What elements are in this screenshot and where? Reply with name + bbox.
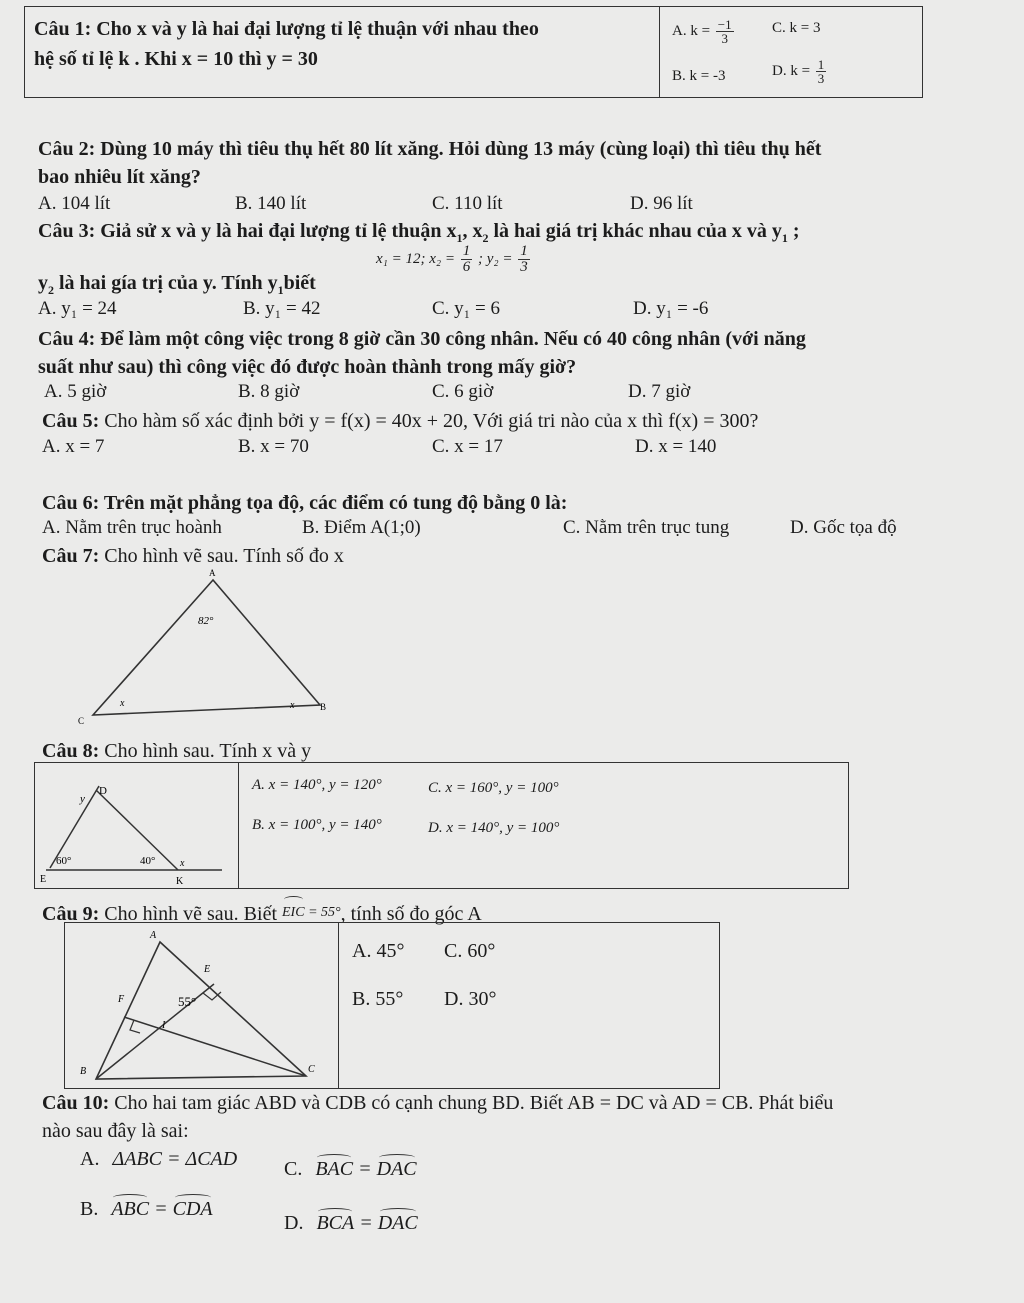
option-d-denominator: 3 [817,71,825,86]
question-7-text: Cho hình vẽ sau. Tính số đo x [99,545,344,567]
question-2-option-c: C. 110 lít [432,193,503,214]
question-9-option-c: C. 60° [444,940,496,962]
frac-2-den: 3 [520,259,528,275]
question-8-label: Câu 8: [42,740,100,762]
question-3-y: y [38,272,48,294]
question-3-option-d: D. y₁ = -6 [633,298,709,319]
option-a-label: A. [80,1148,100,1170]
question-5-option-d: D. x = 140 [635,436,717,457]
frac-1-num: 1 [462,243,471,259]
vertex-a2-label: A [150,930,157,941]
question-9-text-2: , tính số đo góc A [340,903,482,925]
question-6-option-b: B. Điểm A(1;0) [302,517,421,538]
vertex-b2-label: B [80,1066,87,1077]
question-3-given [376,244,532,275]
question-8-option-c: C. x = 160°, y = 100° [428,780,559,796]
equals-d: = [354,1212,378,1234]
question-4-option-a: A. 5 giờ [44,381,107,402]
vertex-f-label: F [118,994,125,1005]
vertex-c2-label: C [308,1064,315,1075]
triangle-abc [93,580,320,715]
question-5-line [42,408,758,434]
option-a-label: A. k = [672,22,711,39]
option-a-denominator: 3 [721,31,728,46]
angle-eic-value: = 55° [304,905,341,920]
subscript-2b: 2 [48,283,54,297]
option-c-label: C. [284,1158,303,1180]
option-a-numerator: −1 [717,17,732,32]
question-9-figure [66,924,336,1087]
question-3-text-b: , x [462,220,483,242]
question-3-option-b: B. y₁ = 42 [243,298,321,319]
vertex-a-label: A [209,568,216,578]
option-d-label: D. k = [772,62,811,79]
question-10-option-c [284,1158,417,1181]
given-fraction-2 [518,244,530,275]
option-a-fraction [716,18,734,45]
question-9-given-angle [282,905,341,920]
angle-y-label: y [80,793,85,805]
question-3-text-f: biết [283,272,316,294]
question-5-text: Cho hàm số xác định bởi y = f(x) = 40x + 20, Với giá tri nào của x thì f(x) = 300? [99,410,759,432]
question-10-option-d [284,1212,418,1235]
question-8-option-d: D. x = 140°, y = 100° [428,820,560,836]
question-6-line-1: Câu 6: Trên mặt phẳng tọa độ, các điểm có tung độ bằng 0 là: [42,492,568,514]
angle-x-c-label: x [120,698,125,709]
question-10-text: Cho hai tam giác ABD và CDB có cạnh chung BD. Biết AB = DC và AD = CB. Phát biểu [109,1092,834,1114]
question-1-option-b: B. k = -3 [672,68,726,84]
angle-bac: BAC [315,1158,354,1180]
equals-c: = [353,1158,377,1180]
question-9-option-b: B. 55° [352,988,404,1010]
question-5-option-b: B. x = 70 [238,436,309,457]
altitude-cf [124,1017,306,1076]
vertex-c-label: C [78,716,85,726]
triangle-abc-2 [96,942,306,1079]
question-2-line-1: Câu 2: Dùng 10 máy thì tiêu thụ hết 80 lít xăng. Hỏi dùng 13 máy (cùng loại) thì tiêu thụ hết [38,138,822,160]
angle-dac-2: DAC [377,1212,418,1234]
question-4-option-d: D. 7 giờ [628,381,691,402]
angle-x-label: x [180,858,185,869]
question-5-option-a: A. x = 7 [42,436,105,457]
question-10-option-a [80,1148,237,1171]
angle-abc: ABC [111,1198,150,1220]
frac-2-num: 1 [520,243,528,259]
vertex-i-label: I [162,1020,166,1031]
option-d-fraction [816,58,827,85]
question-6-option-c: C. Nằm trên trục tung [563,517,730,538]
question-8-option-b: B. x = 100°, y = 140° [252,817,382,833]
question-9-text-1: Cho hình vẽ sau. Biết [99,903,282,925]
vertex-e-label: E [204,964,211,975]
question-4-option-b: B. 8 giờ [238,381,300,402]
angle-55-label: 55° [178,994,197,1009]
question-3-text-c: là hai giá trị khác nhau của x và y [488,220,782,242]
question-6-option-a: A. Nằm trên trục hoành [42,517,222,538]
question-1-label: Câu 1: [34,18,92,40]
question-1-line-2: hệ số tỉ lệ k . Khi x = 10 thì y = 30 [34,48,318,70]
question-3-text-e: là hai gía trị của y. Tính y [54,272,278,294]
subscript-1: 1 [456,231,463,245]
option-d-expr [316,1212,417,1234]
question-1-line-1 [34,16,539,42]
question-5-label: Câu 5: [42,410,100,432]
question-6-option-d: D. Gốc tọa độ [790,517,897,538]
question-7-label: Câu 7: [42,545,100,567]
option-a-expr: ΔABC = ΔCAD [112,1148,238,1170]
question-8-divider [238,762,239,889]
question-8-option-a: A. x = 140°, y = 120° [252,777,382,793]
question-7-figure [60,566,350,736]
vertex-d-label: D [99,785,107,797]
question-3-text-d: ; [787,220,800,242]
vertex-k-label: K [176,876,184,886]
given-x: x₁ = 12; x₂ = [376,250,455,267]
altitude-be [96,984,214,1079]
subscript-1c: 1 [277,283,284,297]
question-2-option-b: B. 140 lít [235,193,307,214]
question-1-option-d [772,58,828,85]
option-d-numerator: 1 [817,57,825,72]
angle-x-b-label: x [290,700,295,711]
angle-cda: CDA [172,1198,213,1220]
angle-dac: DAC [376,1158,417,1180]
question-1-option-c: C. k = 3 [772,20,821,36]
subscript-2: 2 [482,231,489,245]
question-4-line-1: Câu 4: Để làm một công việc trong 8 giờ cần 30 công nhân. Nếu có 40 công nhân (với năng [38,328,806,350]
vertex-e-label: E [40,874,47,885]
question-10-option-b [80,1198,213,1221]
equals-b: = [149,1198,173,1220]
subscript-1b: 1 [781,231,788,245]
question-1-text: Cho x và y là hai đại lượng tỉ lệ thuận với nhau theo [96,18,539,40]
question-10-line-2: nào sau đây là sai: [42,1120,189,1142]
question-4-option-c: C. 6 giờ [432,381,494,402]
question-9-option-a: A. 45° [352,940,405,962]
vertex-b-label: B [320,702,327,712]
question-2-option-d: D. 96 lít [630,193,693,214]
segment-dk [96,790,178,870]
option-b-expr [111,1198,212,1220]
option-b-label: B. [80,1198,99,1220]
angle-82-label: 82° [198,615,214,627]
option-c-expr [315,1158,416,1180]
angle-bca: BCA [316,1212,355,1234]
question-10-label: Câu 10: [42,1092,110,1114]
question-9-option-d: D. 30° [444,988,497,1010]
angle-eic-name: EIC [282,900,305,926]
question-8-line [42,738,311,764]
question-10-line-1 [42,1090,833,1116]
question-4-line-2: suất như sau) thì công việc đó được hoàn thành trong mấy giờ? [38,356,577,378]
question-3-option-a: A. y₁ = 24 [38,298,117,319]
question-3-text-a: Câu 3: Giả sử x và y là hai đại lượng tỉ lệ thuận x [38,220,457,242]
question-2-option-a: A. 104 lít [38,193,111,214]
question-9-divider [338,922,339,1089]
frac-1-den: 6 [462,259,471,275]
question-5-option-c: C. x = 17 [432,436,503,457]
question-8-text: Cho hình sau. Tính x và y [99,740,312,762]
given-fraction-1 [461,244,473,275]
question-1-divider [659,6,660,98]
angle-40-label: 40° [140,855,156,867]
question-9-label: Câu 9: [42,903,100,925]
question-2-line-2: bao nhiêu lít xăng? [38,166,201,188]
given-y: ; y₂ = [477,250,513,267]
angle-60-label: 60° [56,855,72,867]
question-1-option-a [672,18,736,45]
option-d-label: D. [284,1212,304,1234]
question-3-option-c: C. y₁ = 6 [432,298,501,319]
question-8-figure [36,764,236,886]
